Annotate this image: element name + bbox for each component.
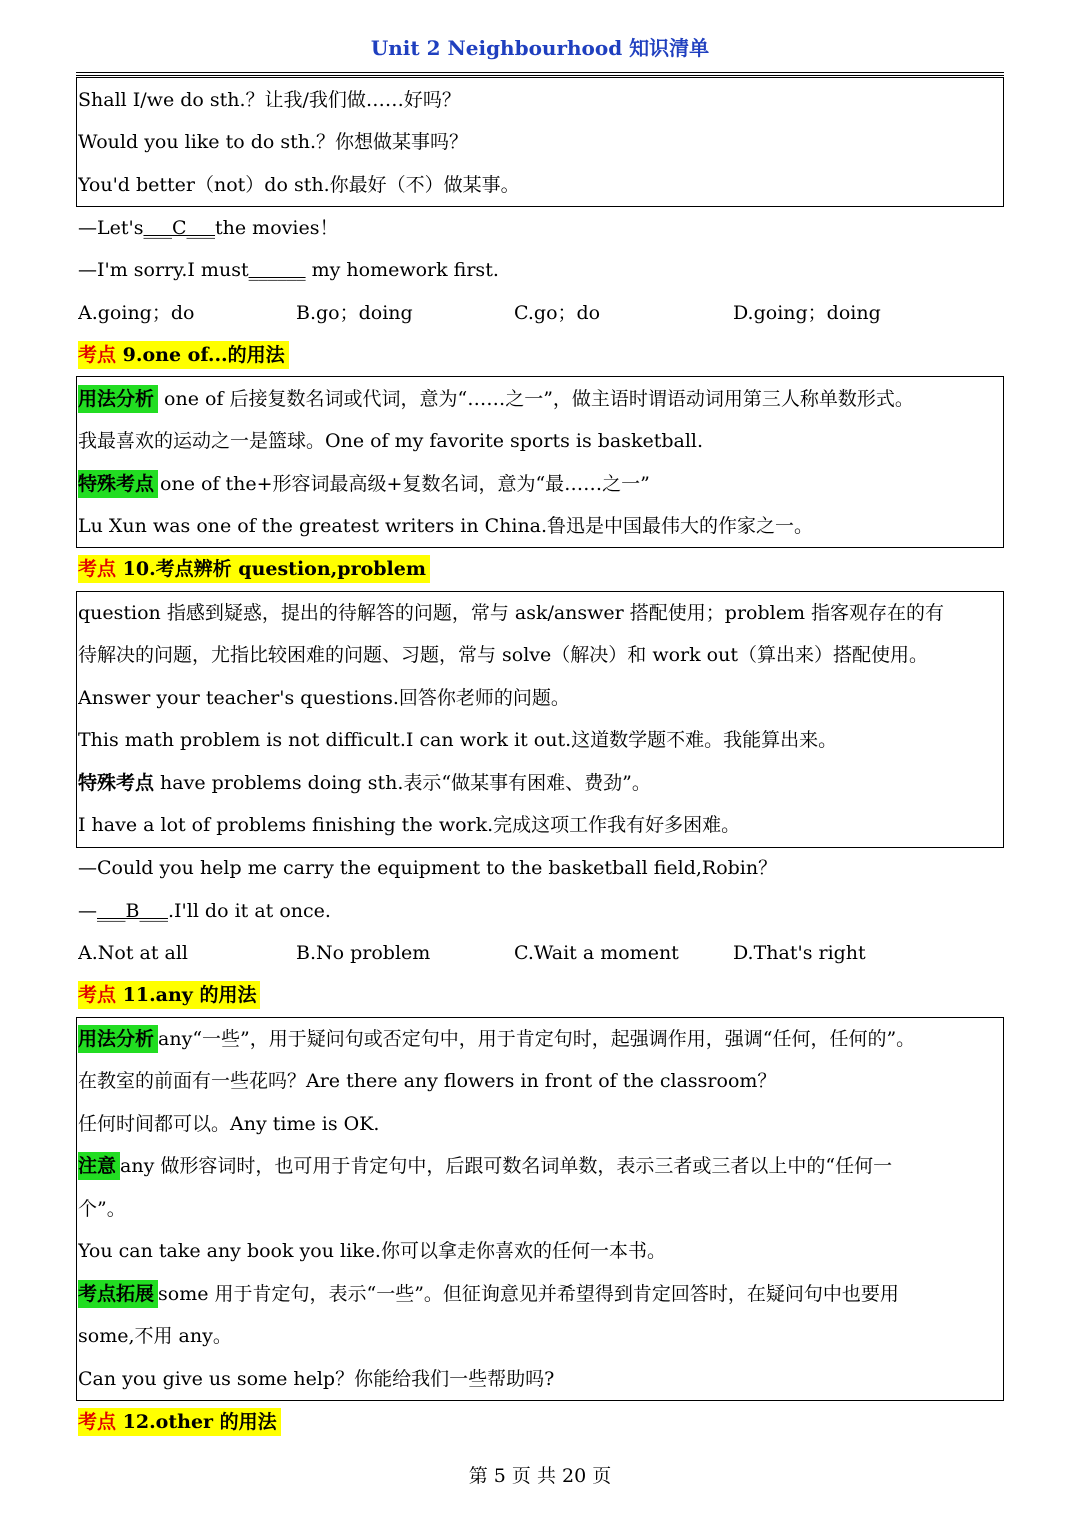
kp11-line-8: some,不用 any。 [78,1325,232,1347]
kp11-line-2: 在教室的前面有一些花吗？Are there any flowers in front of the classroom？ [78,1070,777,1092]
kp10-heading [78,555,1004,583]
kp9-text-1: one of 后接复数名词或代词，意为“……之一”，做主语时谓语动词用第三人称单数形式。 [164,388,914,410]
kp9-title: 9.one of...的用法 [116,344,285,366]
q1-suffix: the movies！ [215,217,339,239]
kp11-text-1: any“一些”，用于疑问句或否定句中，用于肯定句时，起强调作用，强调“任何，任何的”。 [158,1028,916,1050]
box1-line-1: Shall I/we do sth.？让我/我们做……好吗？ [78,89,461,111]
kp9-label: 考点 [78,344,117,366]
header-rule-2 [76,75,1004,76]
q1-line2-suffix: my homework first. [305,259,499,281]
kp11-line-6: You can take any book you like.你可以拿走你喜欢的任何一本书。 [78,1240,666,1262]
kp10-line-3: Answer your teacher's questions.回答你老师的问题。 [78,687,570,709]
q1-option-b: B.go；doing [296,302,413,324]
kp11-tag-usage: 用法分析 [78,1025,158,1053]
kp11-label: 考点 [78,984,117,1006]
q2-option-d: D.That's right [733,942,866,964]
kp9-tag-special: 特殊考点 [78,470,158,498]
q1-prefix: —Let's [78,217,144,239]
kp10-text-5: have problems doing sth.表示“做某事有困难、费劲”。 [154,772,651,794]
kp9-heading [78,341,1004,369]
kp10-title: 10.考点辨析 question,problem [116,558,426,580]
q1-option-d: D.going；doing [733,302,881,324]
header-rule [76,72,1004,73]
kp10-line-5 [78,769,1004,797]
q2-answer-blank: ___B___ [97,900,168,922]
box1-line-3: You'd better（not）do sth.你最好（不）做某事。 [78,174,520,196]
kp10-tag-special: 特殊考点 [78,772,155,794]
q1-answer-blank: ___C___ [143,217,216,239]
kp11-tag-extend: 考点拓展 [78,1280,158,1308]
kp11-line-4 [78,1152,1004,1180]
kp10-line-1: question 指感到疑惑，提出的待解答的问题，常与 ask/answer 搭配使用；problem 指客观存在的有 [78,602,945,624]
kp9-text-3: one of the+形容词最高级+复数名词，意为“最……之一” [160,473,650,495]
kp10-line-4: This math problem is not difficult.I can work it out.这道数学题不难。我能算出来。 [78,729,838,751]
kp11-line-3: 任何时间都可以。Any time is OK. [78,1113,380,1135]
q2-prefix: — [78,900,97,922]
kp11-text-7: some 用于肯定句，表示“一些”。但征询意见并希望得到肯定回答时，在疑问句中也要用 [158,1283,899,1305]
q2-option-a: A.Not at all [78,942,188,964]
kp9-line-2: 我最喜欢的运动之一是篮球。One of my favorite sports is basketball. [78,430,704,452]
kp12-heading [78,1408,1004,1436]
kp11-text-4: any 做形容词时，也可用于肯定句中，后跟可数名词单数，表示三者或三者以上中的“任何一 [120,1155,893,1177]
kp11-heading [78,981,1004,1009]
box-kp10 [76,591,1004,848]
kp11-line-9: Can you give us some help？你能给我们一些帮助吗? [78,1368,555,1390]
q1-option-c: C.go；do [514,302,601,324]
kp10-line-2: 待解决的问题，尤指比较困难的问题、习题，常与 solve（解决）和 work out（算出来）搭配使用。 [78,644,928,666]
kp11-title: 11.any 的用法 [116,984,257,1006]
question2-options [78,939,1004,967]
kp11-line-1 [78,1025,1004,1053]
question1-line-2 [78,256,1004,284]
question1-options [78,299,1004,327]
page-header: Unit 2 Neighbourhood 知识清单 [370,36,710,60]
kp12-title: 12.other 的用法 [116,1411,277,1433]
q2-suffix: .I'll do it at once. [167,900,331,922]
q1-line2-blank: ______ [248,259,306,281]
question1-line-1 [78,214,1004,242]
page-footer: 第 5 页 共 20 页 [468,1465,612,1487]
question2-line-2 [78,897,1004,925]
q1-line2-prefix: —I'm sorry.I must [78,259,249,281]
kp9-tag-usage: 用法分析 [78,385,158,413]
kp10-label: 考点 [78,558,117,580]
q2-option-c: C.Wait a moment [514,942,679,964]
q1-option-a: A.going；do [78,302,195,324]
kp9-line-3 [78,470,1004,498]
kp9-line-1 [78,385,1004,413]
question2-line-1: —Could you help me carry the equipment to the basketball field,Robin？ [78,857,778,879]
kp10-line-6: I have a lot of problems finishing the work.完成这项工作我有好多困难。 [78,814,741,836]
kp9-line-4: Lu Xun was one of the greatest writers in China.鲁迅是中国最伟大的作家之一。 [78,515,814,537]
kp12-label: 考点 [78,1411,117,1433]
box1-line-2: Would you like to do sth.？你想做某事吗？ [78,131,469,153]
q2-option-b: B.No problem [296,942,431,964]
kp11-tag-note: 注意 [78,1152,120,1180]
kp11-line-7 [78,1280,1004,1308]
kp11-line-5: 个”。 [78,1198,126,1220]
